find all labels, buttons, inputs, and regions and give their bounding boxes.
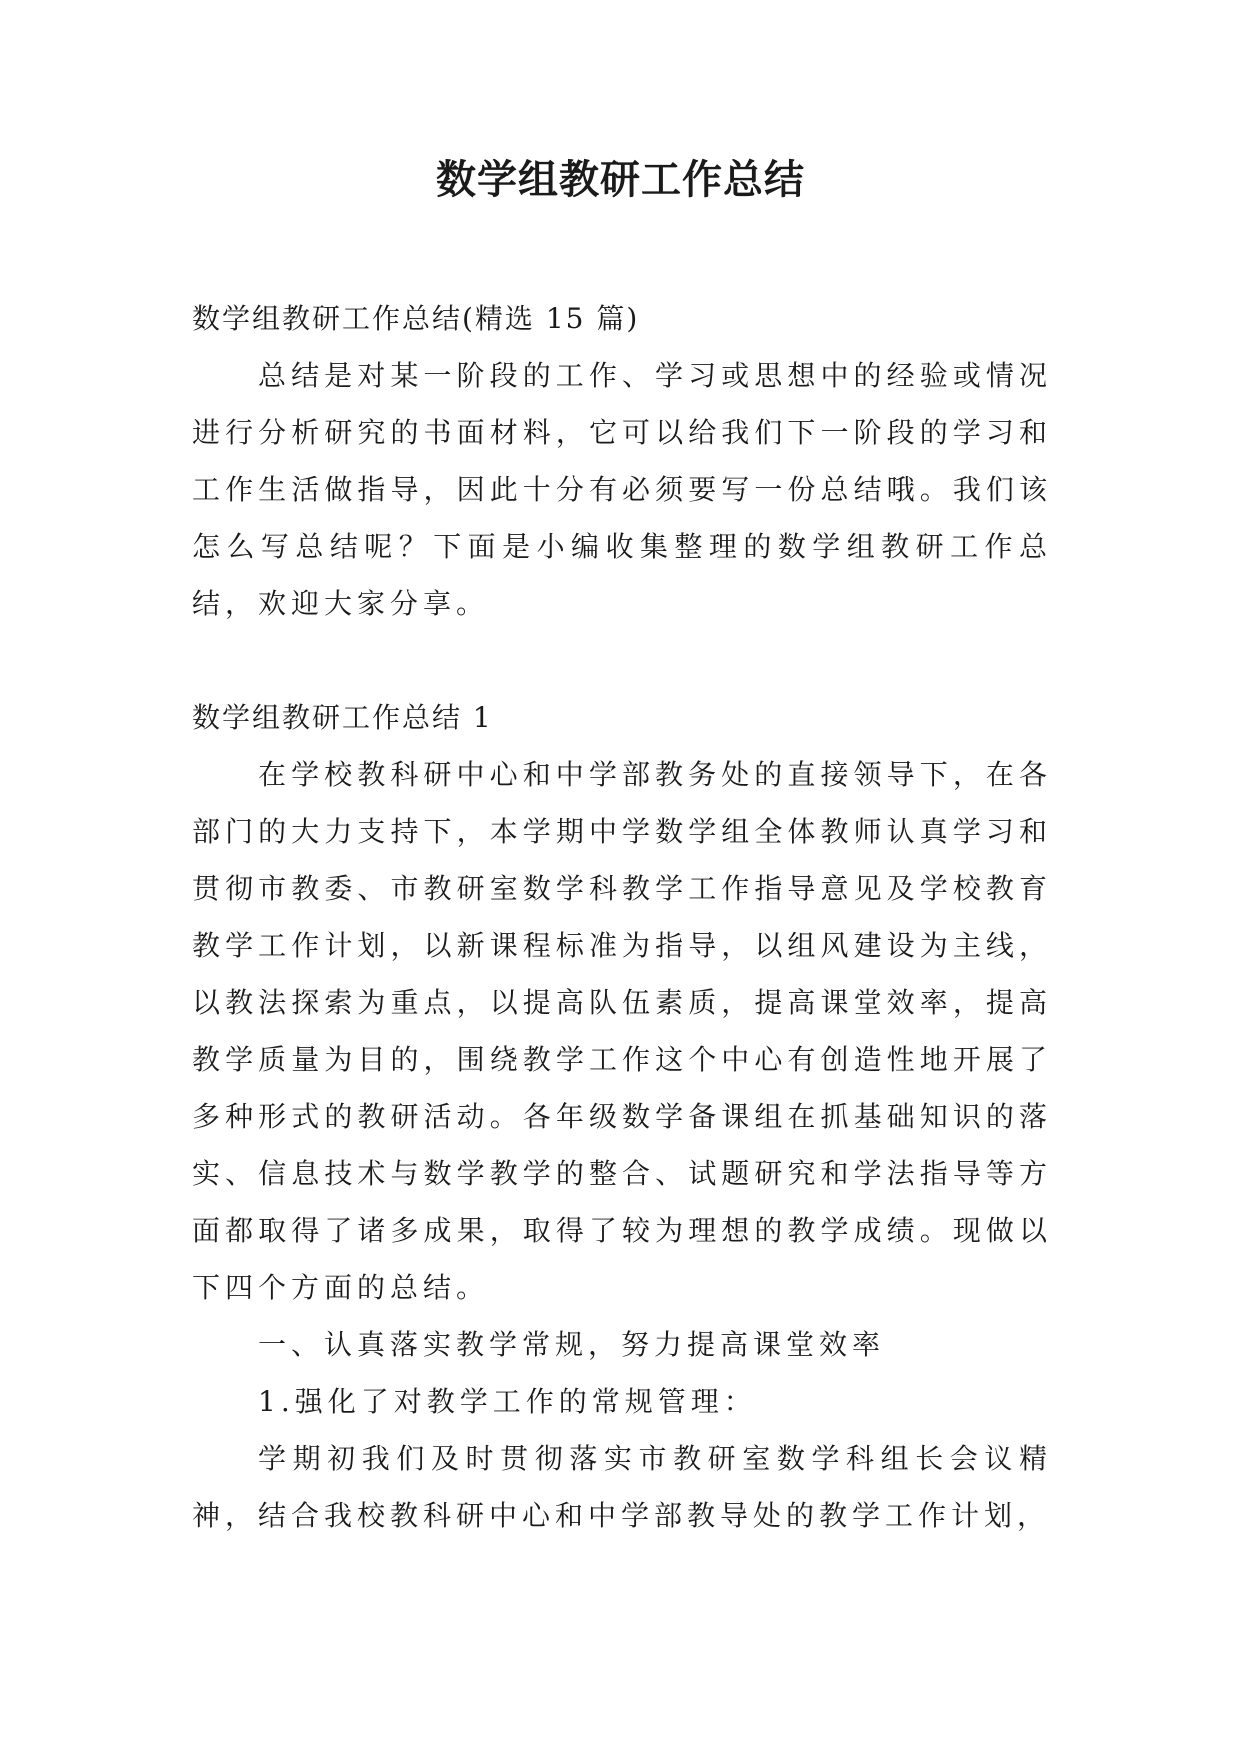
section-subheading: 一、认真落实教学常规，努力提高课堂效率 <box>258 1328 886 1361</box>
document-title: 数学组教研工作总结 <box>436 156 805 203</box>
document-body <box>192 290 1052 1544</box>
document-subtitle: 数学组教研工作总结(精选 15 篇) <box>192 302 640 335</box>
intro-paragraph: 总结是对某一阶段的工作、学习或思想中的经验或情况进行分析研究的书面材料，它可以给我们下一阶段的学习和工作生活做指导，因此十分有必须要写一份总结哦。我们该怎么写总结呢？下面是小编收集整理的数学组教研工作总结，欢迎大家分享。 <box>192 359 1052 620</box>
section-spacer <box>192 632 1052 689</box>
body-paragraph: 学期初我们及时贯彻落实市教研室数学科组长会议精神，结合我校教科研中心和中学部教导处的教学工作计划， <box>192 1442 1052 1532</box>
body-paragraph: 在学校教科研中心和中学部教务处的直接领导下，在各部门的大力支持下，本学期中学数学组全体教师认真学习和贯彻市教委、市教研室数学科教学工作指导意见及学校教育教学工作计划，以新课程标准为指导，以组风建设为主线，以教法探索为重点，以提高队伍素质，提高课堂效率，提高教学质量为目的，围绕教学工作这个中心有创造性地开展了多种形式的教研活动。各年级数学备课组在抓基础知识的落实、信息技术与数学教学的整合、试题研究和学法指导等方面都取得了诸多成果，取得了较为理想的教学成绩。现做以下四个方面的总结。 <box>192 758 1052 1304</box>
section-heading: 数学组教研工作总结 1 <box>192 701 493 734</box>
numbered-item: 1.强化了对教学工作的常规管理： <box>258 1385 757 1418</box>
